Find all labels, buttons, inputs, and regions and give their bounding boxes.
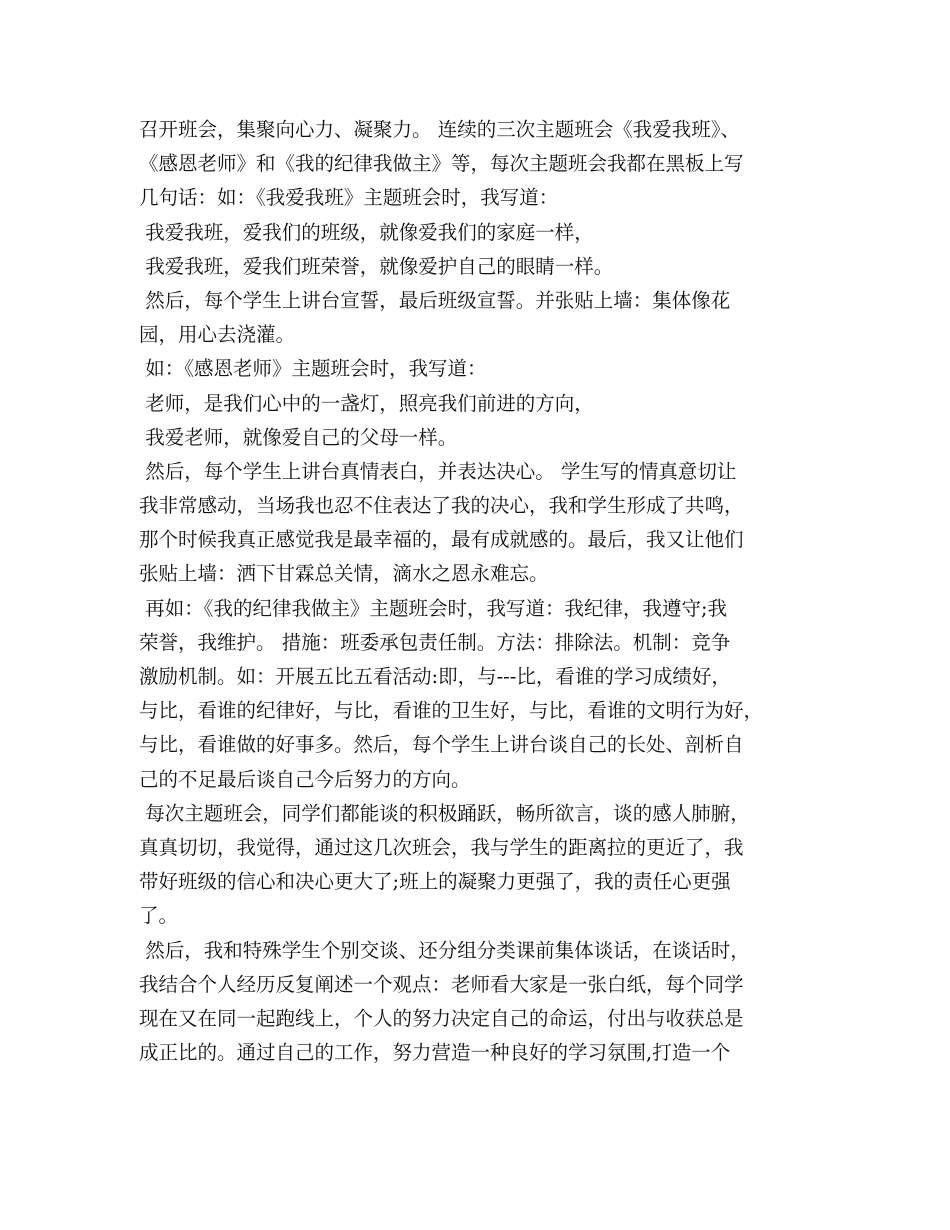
text-line: 己的不足最后谈自己今后努力的方向。: [139, 767, 471, 791]
text-line: 召开班会，集聚向心力、凝聚力。 连续的三次主题班会《我爱我班》、: [139, 118, 740, 141]
text-line: 如：《感恩老师》主题班会时，我写道：: [139, 357, 487, 381]
text-line: 与比，看谁做的好事多。然后，每个学生上讲台谈自己的长处、剖析自: [139, 733, 744, 757]
text-line: 我结合个人经历反复阐述一个观点：老师看大家是一张白纸，每个同学: [139, 972, 744, 996]
text-line: 每次主题班会，同学们都能谈的积极踊跃，畅所欲言，谈的感人肺腑，: [139, 801, 750, 825]
text-line: 真真切切，我觉得，通过这几次班会，我与学生的距离拉的更近了，我: [139, 835, 744, 859]
text-line: 我爱我班，爱我们的班级，就像爱我们的家庭一样，: [139, 220, 594, 244]
document-body: [139, 113, 820, 1070]
text-line: 我非常感动，当场我也忍不住表达了我的决心，我和学生形成了共鸣，: [139, 494, 744, 518]
text-line: 几句话：如：《我爱我班》主题班会时，我写道：: [139, 186, 559, 210]
text-line: 带好班级的信心和决心更大了;班上的凝聚力更强了，我的责任心更强: [139, 870, 731, 894]
text-line: 我爱老师，就像爱自己的父母一样。: [139, 425, 458, 449]
text-line: 我爱我班，爱我们班荣誉，就像爱护自己的眼睛一样。: [139, 254, 614, 278]
text-line: 成正比的。通过自己的工作，努力营造一种良好的学习氛围,打造一个: [139, 1041, 731, 1065]
text-line: 然后，每个学生上讲台宣誓，最后班级宣誓。并张贴上墙：集体像花: [139, 288, 731, 312]
text-line: 然后，我和特殊学生个别交谈、还分组分类课前集体谈话，在谈话时，: [139, 938, 750, 962]
text-line: 园，用心去浇灌。: [139, 323, 296, 347]
text-line: 张贴上墙：洒下甘霖总关情，滴水之恩永难忘。: [139, 562, 549, 586]
text-line: 与比，看谁的纪律好，与比，看谁的卫生好，与比，看谁的文明行为好，: [139, 699, 764, 723]
text-line: 再如：《我的纪律我做主》主题班会时，我写道：我纪律，我遵守;我: [139, 596, 728, 620]
text-line: 《感恩老师》和《我的纪律我做主》等，每次主题班会我都在黑板上写: [139, 152, 744, 176]
text-line: 那个时候我真正感觉我是最幸福的，最有成就感的。最后，我又让他们: [139, 528, 744, 552]
text-line: 了。: [139, 904, 179, 928]
text-line: 激励机制。如：开展五比五看活动:即，与---比，看谁的学习成绩好，: [139, 665, 731, 688]
text-line: 老师，是我们心中的一盏灯，照亮我们前进的方向，: [139, 391, 594, 415]
text-line: 现在又在同一起跑线上，个人的努力决定自己的命运，付出与收获总是: [139, 1006, 744, 1030]
text-line: 然后，每个学生上讲台真情表白，并表达决心。 学生写的情真意切让: [139, 459, 737, 483]
text-line: 荣誉，我维护。 措施：班委承包责任制。方法：排除法。机制：竞争: [139, 630, 731, 654]
